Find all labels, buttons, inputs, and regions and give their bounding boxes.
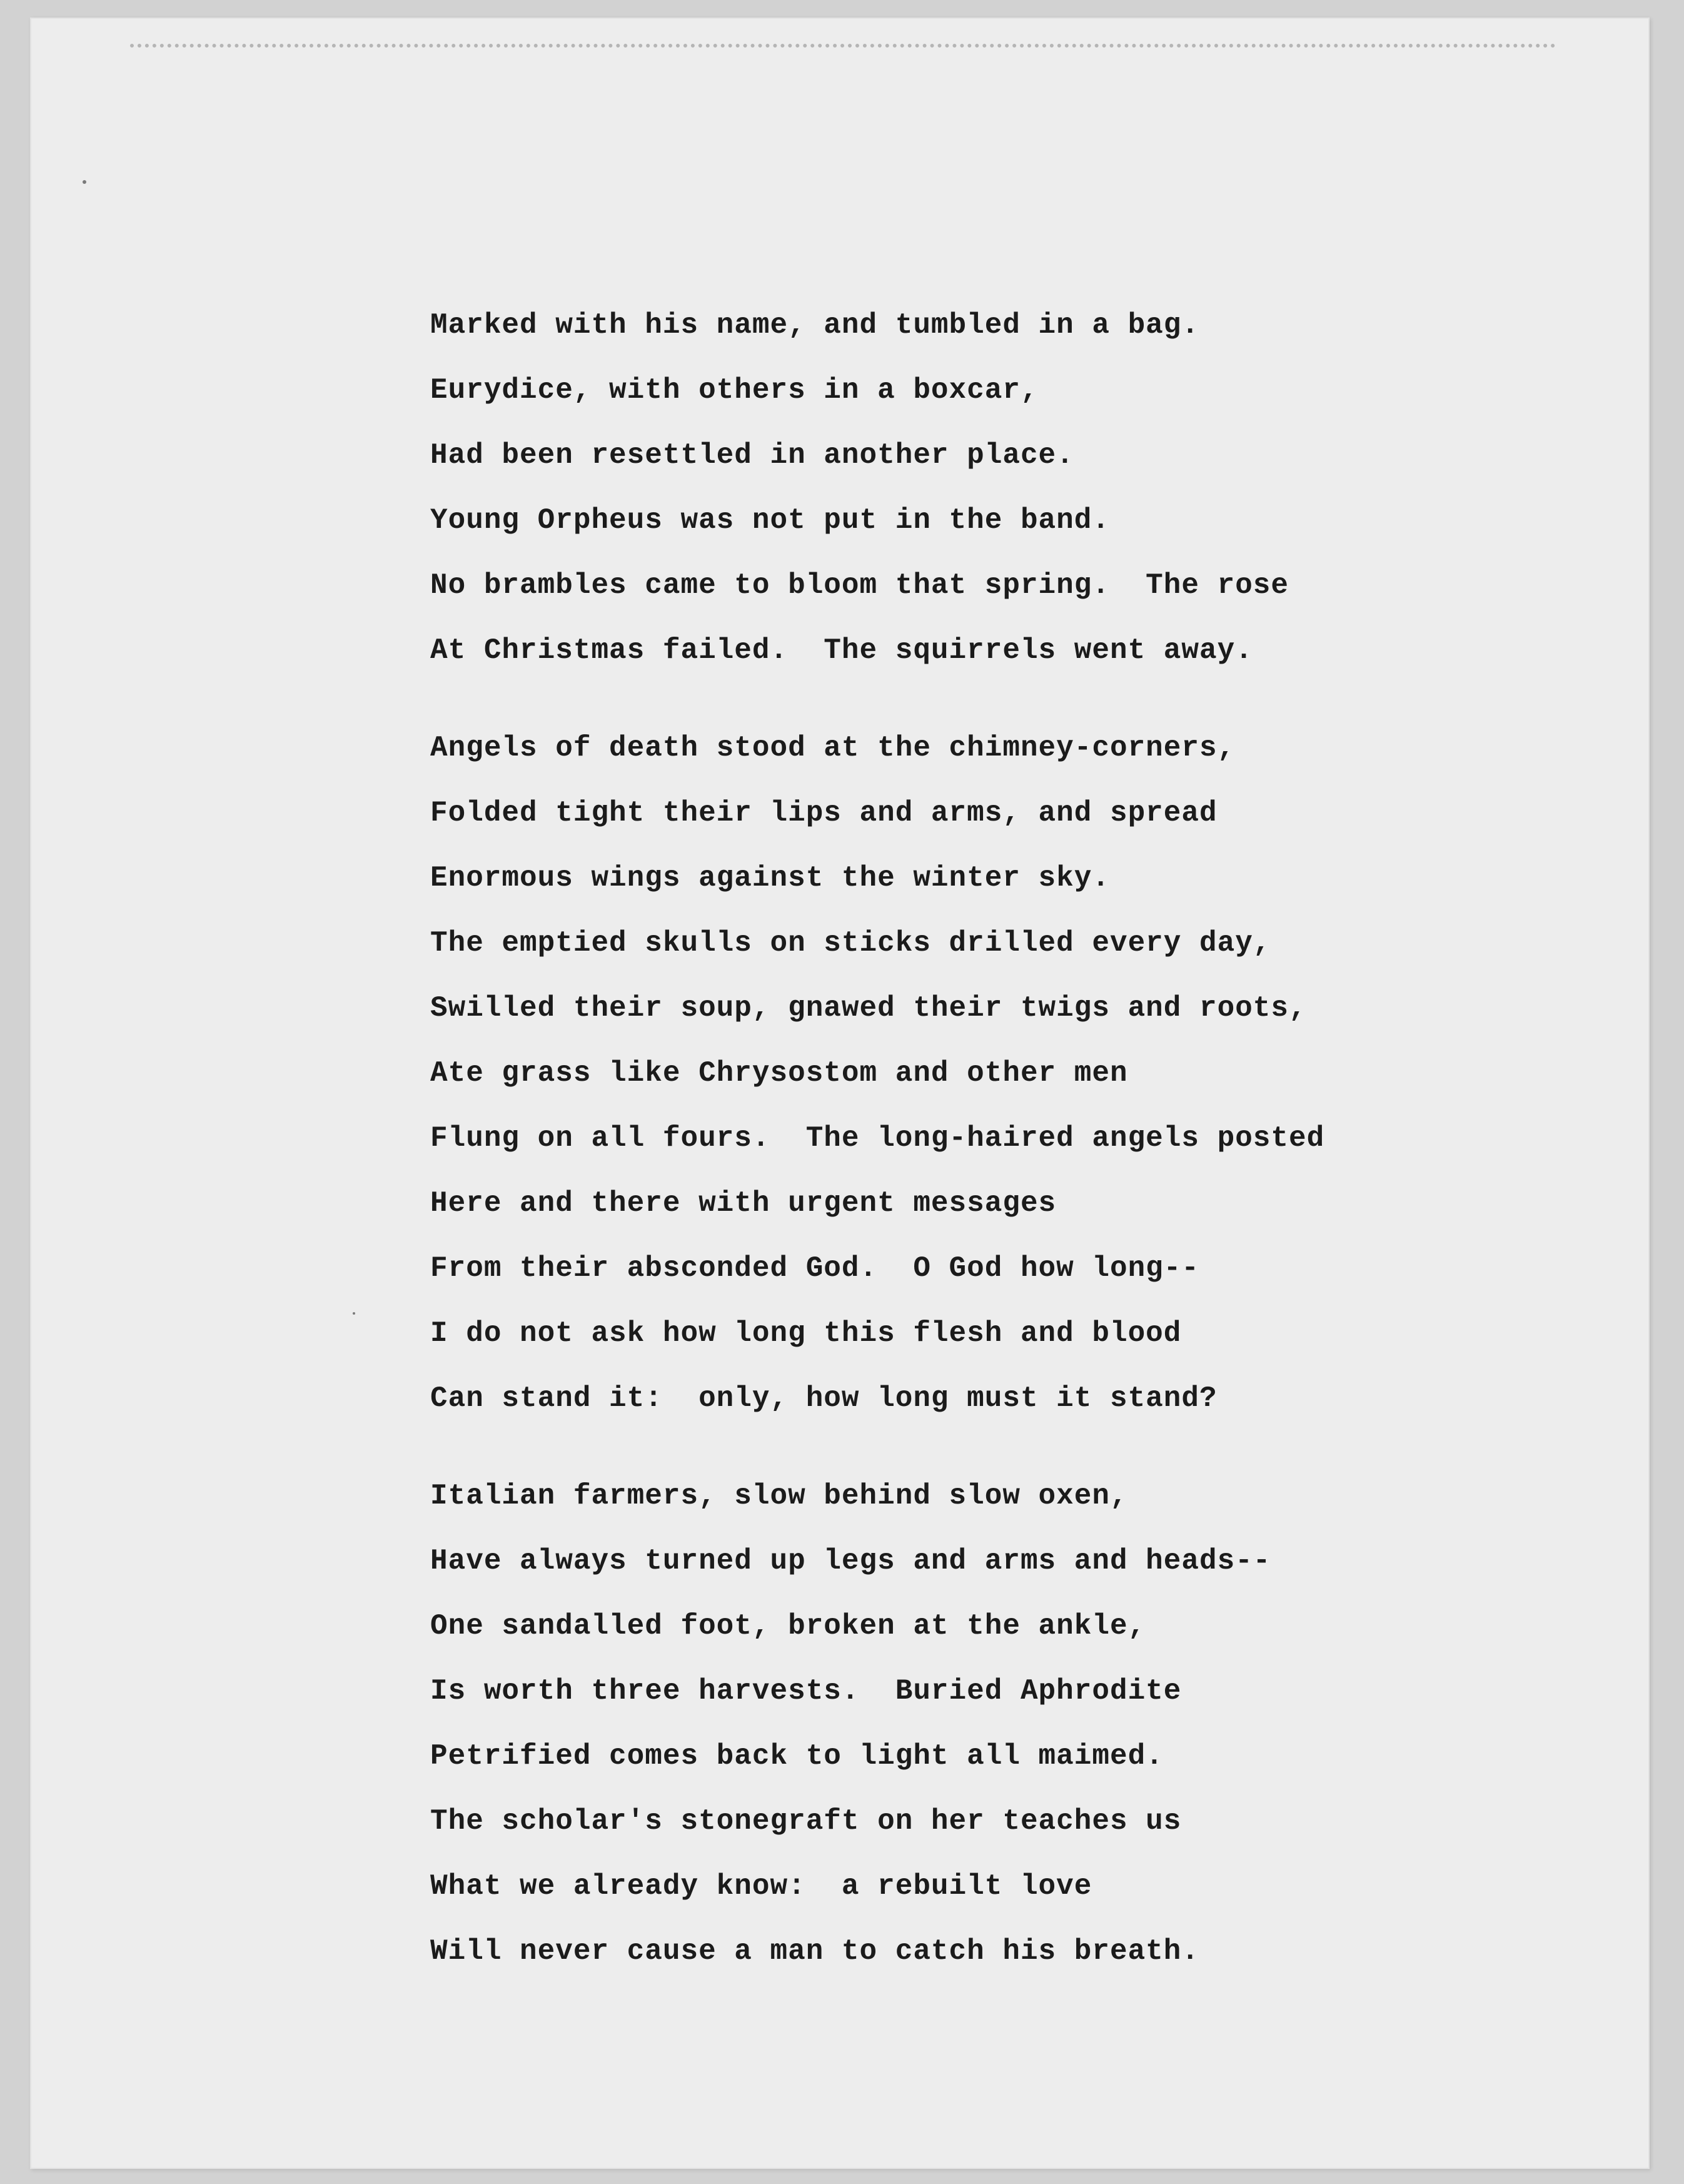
- poem-line: Young Orpheus was not put in the band.: [430, 504, 1110, 537]
- stanza-3: [430, 1464, 1493, 1984]
- poem-line: At Christmas failed. The squirrels went away.: [430, 634, 1253, 667]
- poem-line: Swilled their soup, gnawed their twigs and roots,: [430, 992, 1307, 1024]
- poem-line: Flung on all fours. The long-haired angels posted: [430, 1122, 1325, 1155]
- poem-line: Petrified comes back to light all maimed.: [430, 1740, 1164, 1772]
- poem-line: What we already know: a rebuilt love: [430, 1870, 1092, 1903]
- poem-line: From their absconded God. O God how long--: [430, 1252, 1199, 1285]
- poem-line: Is worth three harvests. Buried Aphrodite: [430, 1675, 1182, 1707]
- poem-line: Folded tight their lips and arms, and spread: [430, 797, 1218, 829]
- poem-line: Can stand it: only, how long must it stand?: [430, 1382, 1218, 1415]
- poem-line: The emptied skulls on sticks drilled every day,: [430, 927, 1271, 959]
- poem-line: Will never cause a man to catch his breath.: [430, 1935, 1199, 1968]
- poem-line: No brambles came to bloom that spring. The rose: [430, 569, 1289, 602]
- poem-line: Had been resettled in another place.: [430, 439, 1074, 472]
- stanza-2: [430, 715, 1493, 1431]
- poem-line: Have always turned up legs and arms and heads--: [430, 1545, 1271, 1577]
- poem-line: Italian farmers, slow behind slow oxen,: [430, 1480, 1128, 1512]
- top-edge-perforation: [130, 44, 1556, 48]
- poem-line: One sandalled foot, broken at the ankle,: [430, 1610, 1146, 1642]
- poem-line: Marked with his name, and tumbled in a bag.: [430, 309, 1199, 341]
- poem-text: [430, 293, 1493, 1984]
- poem-line: Here and there with urgent messages: [430, 1187, 1057, 1220]
- poem-line: Eurydice, with others in a boxcar,: [430, 374, 1039, 407]
- poem-line: Angels of death stood at the chimney-corners,: [430, 732, 1236, 764]
- poem-line: Ate grass like Chrysostom and other men: [430, 1057, 1128, 1089]
- stanza-1: [430, 293, 1493, 683]
- poem-line: I do not ask how long this flesh and blood: [430, 1317, 1182, 1350]
- poem-line: Enormous wings against the winter sky.: [430, 862, 1110, 894]
- poem-line: The scholar's stonegraft on her teaches us: [430, 1805, 1182, 1838]
- paper-speck: [83, 180, 86, 184]
- paper-sheet: [30, 18, 1650, 2169]
- paper-speck: [353, 1312, 355, 1315]
